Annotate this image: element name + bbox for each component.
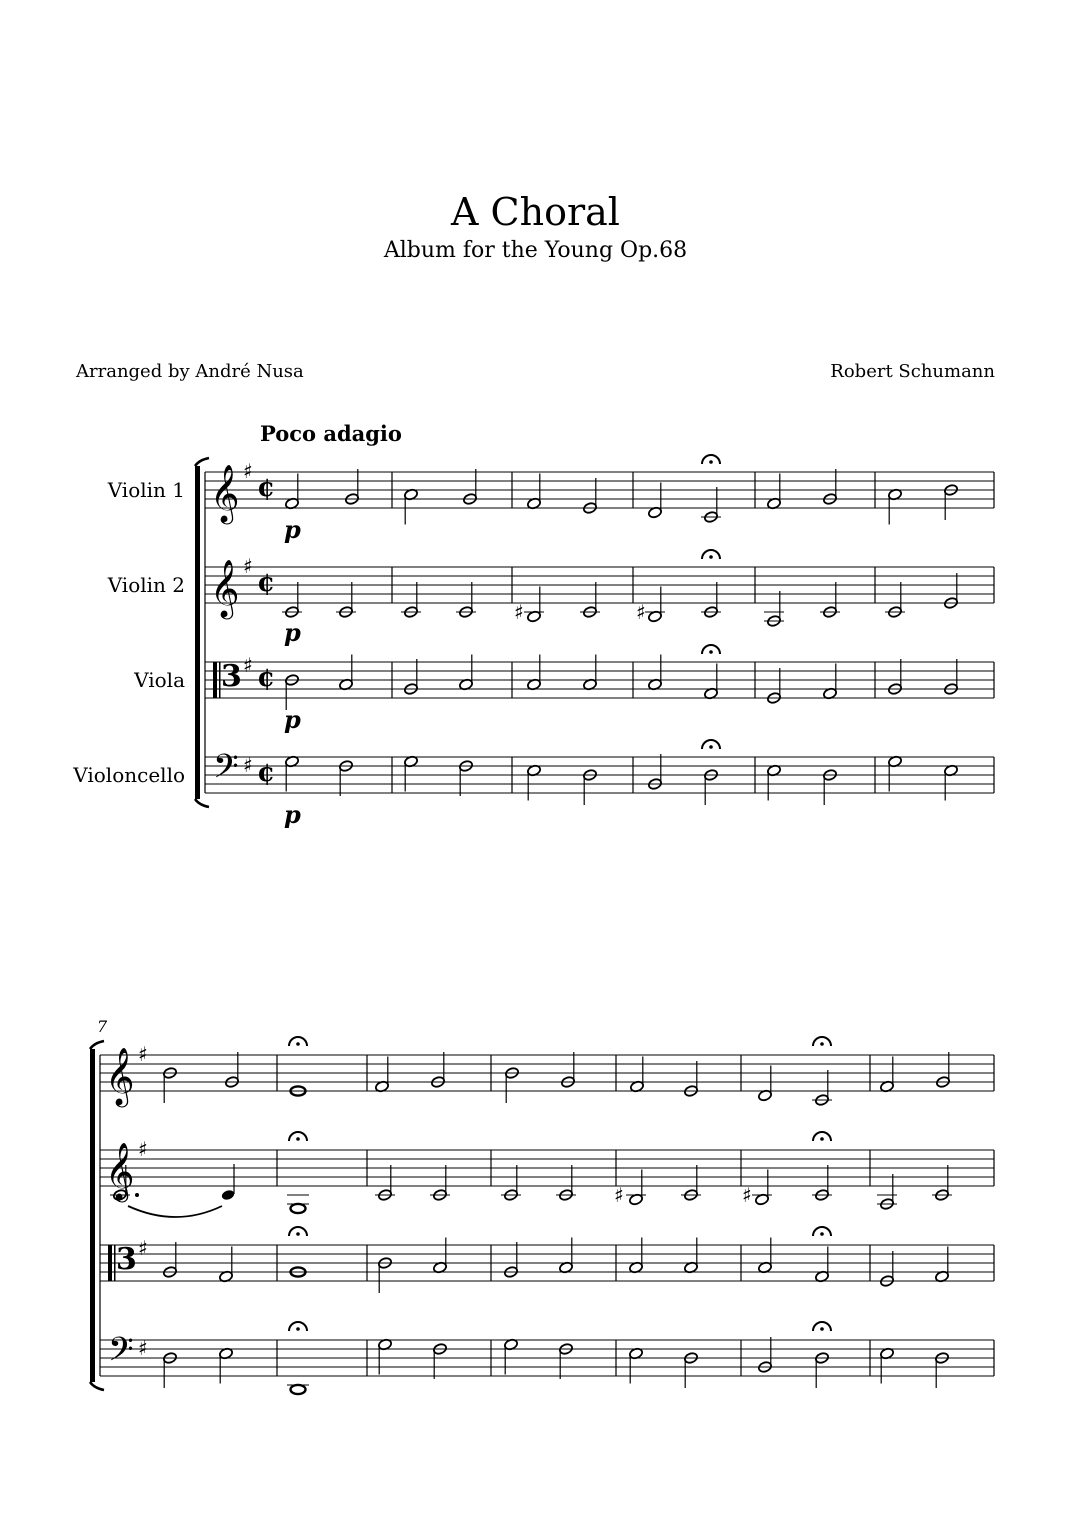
dynamic-violin-1: p [284, 515, 301, 544]
alto-clef-icon: 3 [221, 659, 242, 694]
treble-clef-icon: 𝄞 [210, 559, 240, 617]
arranger-credit: Arranged by André Nusa [76, 361, 304, 382]
note-violin-2-whole [291, 1204, 306, 1213]
note-violoncello-whole [291, 1385, 306, 1394]
system-bracket [195, 458, 209, 466]
fermata-dot [709, 555, 713, 559]
alto-clef-icon [108, 1245, 112, 1281]
sharp-icon: ♯ [514, 600, 524, 624]
instrument-name-violin-1: Violin 1 [107, 478, 185, 502]
dynamic-violin-2: p [284, 618, 301, 647]
treble-clef-icon: 𝄞 [105, 1047, 135, 1105]
dynamic-violoncello: p [284, 800, 301, 829]
time-signature: ¢ [257, 473, 276, 503]
key-signature-sharp-icon: ♯ [138, 1042, 148, 1066]
fermata-dot [820, 1137, 824, 1141]
instrument-name-violin-2: Violin 2 [107, 573, 185, 597]
fermata-dot [296, 1232, 300, 1236]
dynamic-viola: p [284, 705, 301, 734]
fermata-dot [296, 1042, 300, 1046]
time-signature: ¢ [257, 758, 276, 788]
instrument-name-violoncello: Violoncello [73, 763, 185, 787]
score-subtitle: Album for the Young Op.68 [383, 238, 688, 263]
sharp-icon: ♯ [742, 1183, 752, 1207]
bass-clef-icon: 𝄢 [108, 1331, 134, 1377]
key-signature-sharp-icon: ♯ [243, 753, 253, 777]
alto-clef-icon [213, 662, 217, 698]
key-signature-sharp-icon: ♯ [243, 554, 253, 578]
key-signature-sharp-icon: ♯ [138, 1336, 148, 1360]
time-signature: ¢ [257, 568, 276, 598]
instrument-name-viola: Viola [134, 668, 185, 692]
system-bracket [90, 1049, 95, 1382]
sharp-icon: ♯ [614, 1183, 624, 1207]
fermata-dot [820, 1042, 824, 1046]
system-bracket [195, 799, 209, 807]
fermata-dot [709, 745, 713, 749]
alto-clef-icon: 3 [116, 1242, 137, 1277]
treble-clef-icon: 𝄞 [105, 1142, 135, 1200]
key-signature-sharp-icon: ♯ [138, 1137, 148, 1161]
fermata-dot [296, 1137, 300, 1141]
score-title: A Choral [451, 190, 620, 234]
fermata-dot [709, 650, 713, 654]
time-signature: ¢ [257, 663, 276, 693]
key-signature-sharp-icon: ♯ [138, 1236, 148, 1260]
tempo-marking: Poco adagio [260, 421, 402, 446]
key-signature-sharp-icon: ♯ [243, 459, 253, 483]
measure-number: 7 [97, 1017, 108, 1036]
key-signature-sharp-icon: ♯ [243, 653, 253, 677]
fermata-dot [820, 1232, 824, 1236]
system-bracket [90, 1041, 104, 1049]
system-bracket [90, 1382, 104, 1390]
sharp-icon: ♯ [636, 600, 646, 624]
bass-clef-icon: 𝄢 [213, 748, 239, 794]
dot [135, 1193, 139, 1197]
note-violin-2 [221, 1189, 236, 1202]
fermata-dot [709, 460, 713, 464]
composer-credit: Robert Schumann [830, 361, 995, 382]
treble-clef-icon: 𝄞 [210, 464, 240, 522]
fermata-dot [820, 1327, 824, 1331]
tie [128, 1206, 222, 1217]
fermata-dot [296, 1327, 300, 1331]
system-bracket [195, 466, 200, 799]
